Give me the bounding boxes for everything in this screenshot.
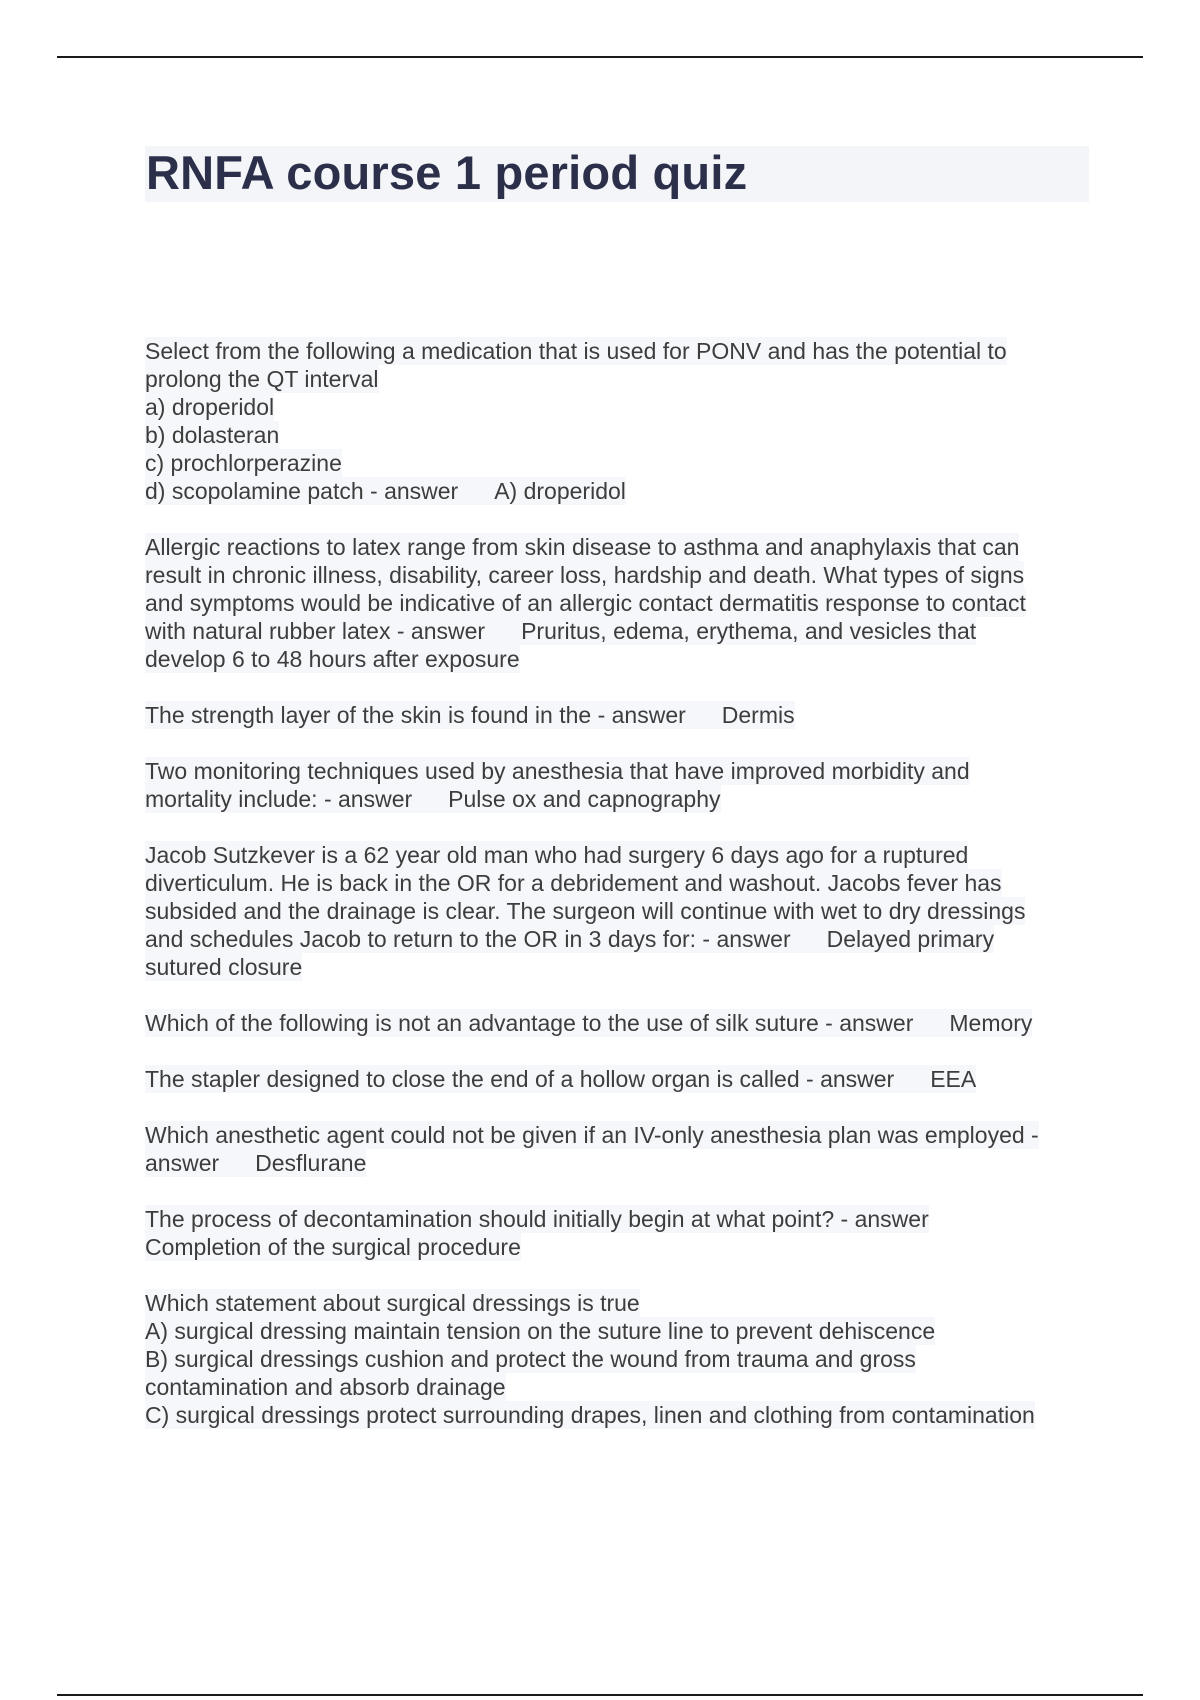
question-line: subsided and the drainage is clear. The surgeon will continue with wet to dry dressings xyxy=(145,898,1026,924)
question-line: Select from the following a medication that is used for PONV and has the potential to xyxy=(145,338,1007,364)
question-text: with natural rubber latex - answer xyxy=(145,618,486,644)
question-line xyxy=(145,1149,366,1177)
question-line xyxy=(145,701,795,729)
quiz-item xyxy=(145,337,1091,505)
answer-text: Delayed primary xyxy=(826,926,995,952)
quiz-item xyxy=(145,757,1091,813)
question-line: Which anesthetic agent could not be given if an IV-only anesthesia plan was employed - xyxy=(145,1122,1039,1148)
quiz-item xyxy=(145,1009,1091,1037)
question-line xyxy=(145,925,994,953)
top-rule xyxy=(57,56,1143,58)
quiz-item xyxy=(145,701,1091,729)
answer-text: Pulse ox and capnography xyxy=(448,786,721,812)
question-line: result in chronic illness, disability, career loss, hardship and death. What types of signs xyxy=(145,562,1025,588)
question-text: answer xyxy=(145,1150,220,1176)
option-line: a) droperidol xyxy=(145,394,275,420)
answer-text: Desflurane xyxy=(255,1150,367,1176)
quiz-item xyxy=(145,1205,1091,1261)
question-line: Allergic reactions to latex range from skin disease to asthma and anaphylaxis that can xyxy=(145,534,1020,560)
question-line xyxy=(145,1009,1032,1037)
quiz-item xyxy=(145,533,1091,673)
quiz-item xyxy=(145,1065,1091,1093)
question-text: mortality include: - answer xyxy=(145,786,413,812)
question-text: Which of the following is not an advantage to the use of silk suture - answer xyxy=(145,1010,914,1036)
question-text: The stapler designed to close the end of a hollow organ is called - answer xyxy=(145,1066,895,1092)
answer-text: EEA xyxy=(930,1066,977,1092)
quiz-item xyxy=(145,841,1091,981)
quiz-item xyxy=(145,1121,1091,1177)
question-line xyxy=(145,477,626,505)
question-line xyxy=(145,785,721,813)
question-line: The process of decontamination should initially begin at what point? - answer xyxy=(145,1206,929,1232)
question-text: The strength layer of the skin is found in the - answer xyxy=(145,702,686,728)
answer-text: Dermis xyxy=(721,702,795,728)
question-line: and symptoms would be indicative of an allergic contact dermatitis response to contact xyxy=(145,590,1026,616)
question-line xyxy=(145,617,976,645)
question-text: and schedules Jacob to return to the OR in 3 days for: - answer xyxy=(145,926,791,952)
option-line: C) surgical dressings protect surrounding drapes, linen and clothing from contamination xyxy=(145,1402,1035,1428)
option-line: contamination and absorb drainage xyxy=(145,1374,506,1400)
quiz-content xyxy=(145,337,1091,1457)
question-line: diverticulum. He is back in the OR for a debridement and washout. Jacobs fever has xyxy=(145,870,1002,896)
quiz-item xyxy=(145,1289,1091,1429)
question-line: Which statement about surgical dressings is true xyxy=(145,1290,640,1316)
answer-text: Memory xyxy=(949,1010,1033,1036)
option-line: A) surgical dressing maintain tension on the suture line to prevent dehiscence xyxy=(145,1318,936,1344)
question-text: d) scopolamine patch - answer xyxy=(145,478,459,504)
answer-line: sutured closure xyxy=(145,954,303,980)
answer-line: develop 6 to 48 hours after exposure xyxy=(145,646,520,672)
answer-text: Pruritus, edema, erythema, and vesicles that xyxy=(521,618,977,644)
question-line: Jacob Sutzkever is a 62 year old man who had surgery 6 days ago for a ruptured xyxy=(145,842,969,868)
document-title: RNFA course 1 period quiz xyxy=(146,146,748,199)
question-line xyxy=(145,1065,976,1093)
option-line: B) surgical dressings cushion and protect the wound from trauma and gross xyxy=(145,1346,916,1372)
option-line: c) prochlorperazine xyxy=(145,450,342,476)
question-line: Two monitoring techniques used by anesthesia that have improved morbidity and xyxy=(145,758,970,784)
bottom-rule xyxy=(57,1694,1143,1696)
answer-text: A) droperidol xyxy=(494,478,626,504)
question-line: prolong the QT interval xyxy=(145,366,379,392)
option-line: b) dolasteran xyxy=(145,422,280,448)
answer-line: Completion of the surgical procedure xyxy=(145,1234,521,1260)
